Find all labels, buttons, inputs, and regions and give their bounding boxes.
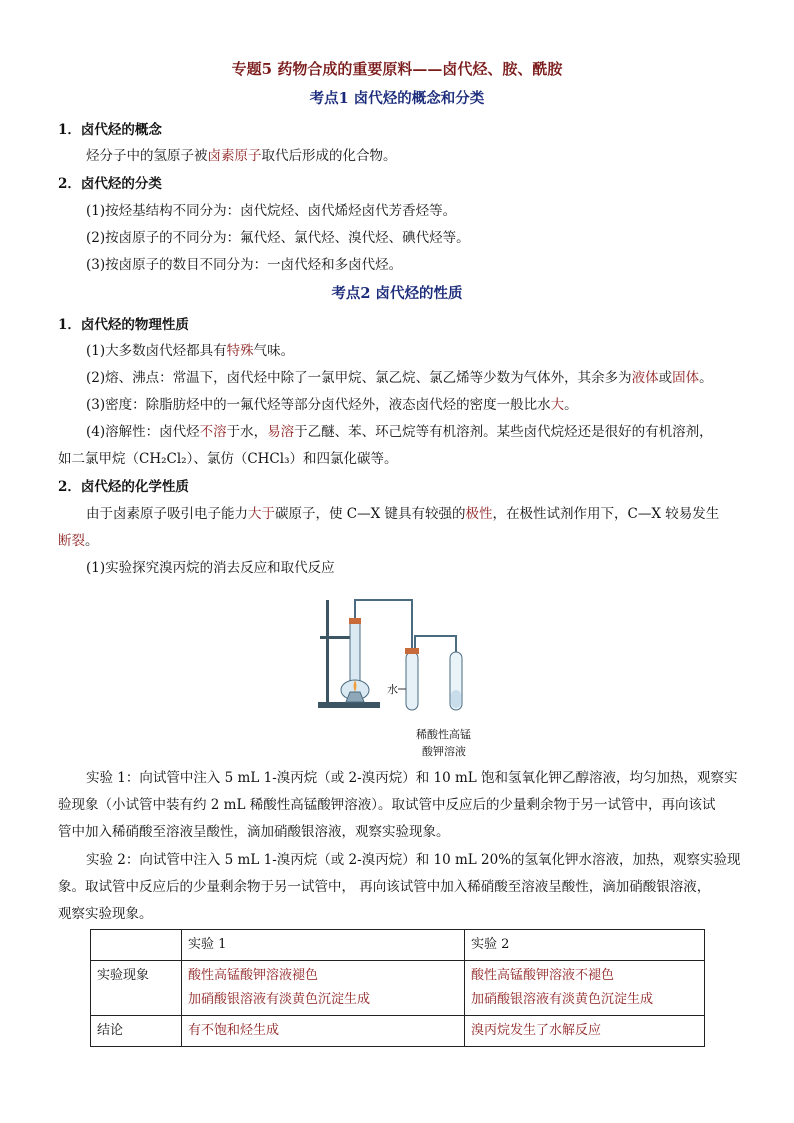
classification-item: (1)按烃基结构不同分为：卤代烷烃、卤代烯烃卤代芳香烃等。 bbox=[86, 203, 457, 219]
heading-concept: 1．卤代烃的概念 bbox=[58, 122, 162, 138]
physical-item-4: (4)溶解性：卤代烃不溶于水，易溶于乙醚、苯、环己烷等有机溶剂。某些卤代烷烃还是很好的有机溶剂， bbox=[86, 424, 713, 440]
concept-paragraph: 烃分子中的氢原子被卤素原子取代后形成的化合物。 bbox=[86, 148, 397, 164]
table-row bbox=[91, 961, 705, 1016]
section-heading-kaodian2: 考点2 卤代烃的性质 bbox=[331, 285, 463, 302]
section-heading-kaodian1: 考点1 卤代烃的概念和分类 bbox=[309, 90, 485, 107]
table-cell: 酸性高锰酸钾溶液褪色 加硝酸银溶液有淡黄色沉淀生成 bbox=[182, 961, 465, 1016]
table-cell-label: 实验现象 bbox=[91, 961, 182, 1016]
table-header-row bbox=[91, 930, 705, 961]
table-header-cell: 实验 1 bbox=[182, 930, 465, 961]
table-header-cell: 实验 2 bbox=[465, 930, 705, 961]
physical-item-3: (3)密度：除脂肪烃中的一氟代烃等部分卤代烃外，液态卤代烃的密度一般比水大。 bbox=[86, 397, 578, 413]
figure-caption-line1: 稀酸性高锰 bbox=[416, 728, 471, 741]
water-label: 水 bbox=[387, 683, 398, 696]
heading-chemical: 2．卤代烃的化学性质 bbox=[58, 479, 189, 495]
heading-classification: 2．卤代烃的分类 bbox=[58, 176, 162, 192]
table-row bbox=[91, 1016, 705, 1047]
results-table bbox=[90, 929, 705, 1047]
table-header-cell bbox=[91, 930, 182, 961]
chemical-paragraph-cont: 断裂。 bbox=[58, 533, 99, 549]
chemical-paragraph: 由于卤素原子吸引电子能力大于碳原子，使 C—X 键具有较强的极性，在极性试剂作用下，C—X 较易发生 bbox=[86, 506, 720, 522]
apparatus-diagram bbox=[316, 592, 476, 722]
apparatus-figure bbox=[316, 592, 476, 760]
experiment2-line3: 观察实验现象。 bbox=[58, 906, 153, 922]
figure-caption-line2: 酸钾溶液 bbox=[422, 745, 466, 758]
experiment1-line3: 管中加入稀硝酸至溶液呈酸性，滴加硝酸银溶液，观察实验现象。 bbox=[58, 824, 450, 840]
experiment-subheading: (1)实验探究溴丙烷的消去反应和取代反应 bbox=[86, 560, 335, 576]
classification-item: (2)按卤原子的不同分为：氟代烃、氯代烃、溴代烃、碘代烃等。 bbox=[86, 230, 470, 246]
physical-item-4-cont: 如二氯甲烷（CH₂Cl₂）、氯仿（CHCl₃）和四氯化碳等。 bbox=[58, 451, 398, 467]
table-cell-label: 结论 bbox=[91, 1016, 182, 1047]
physical-item-1: (1)大多数卤代烃都具有特殊气味。 bbox=[86, 343, 295, 359]
table-cell: 酸性高锰酸钾溶液不褪色 加硝酸银溶液有淡黄色沉淀生成 bbox=[465, 961, 705, 1016]
table-cell: 有不饱和烃生成 bbox=[182, 1016, 465, 1047]
experiment1-line1: 实验 1：向试管中注入 5 mL 1-溴丙烷（或 2-溴丙烷）和 10 mL 饱和氢氧化钾乙醇溶液，均匀加热，观察实 bbox=[86, 770, 738, 786]
experiment2-line2: 象。取试管中反应后的少量剩余物于另一试管中， 再向该试管中加入稀硝酸至溶液呈酸性，滴加硝酸银溶液， bbox=[58, 879, 711, 895]
heading-physical: 1．卤代烃的物理性质 bbox=[58, 317, 189, 333]
page-title: 专题5 药物合成的重要原料——卤代烃、胺、酰胺 bbox=[231, 60, 563, 78]
experiment1-line2: 验现象（小试管中装有约 2 mL 稀酸性高锰酸钾溶液）。取试管中反应后的少量剩余物于另一试管中，再向该试 bbox=[58, 797, 716, 813]
table-cell: 溴丙烷发生了水解反应 bbox=[465, 1016, 705, 1047]
physical-item-2: (2)熔、沸点：常温下，卤代烃中除了一氯甲烷、氯乙烷、氯乙烯等少数为气体外，其余多为液体或固体。 bbox=[86, 370, 713, 386]
classification-item: (3)按卤原子的数目不同分为：一卤代烃和多卤代烃。 bbox=[86, 257, 403, 273]
experiment2-line1: 实验 2：向试管中注入 5 mL 1-溴丙烷（或 2-溴丙烷）和 10 mL 20%的氢氧化钾水溶液，加热，观察实验现 bbox=[86, 852, 741, 868]
